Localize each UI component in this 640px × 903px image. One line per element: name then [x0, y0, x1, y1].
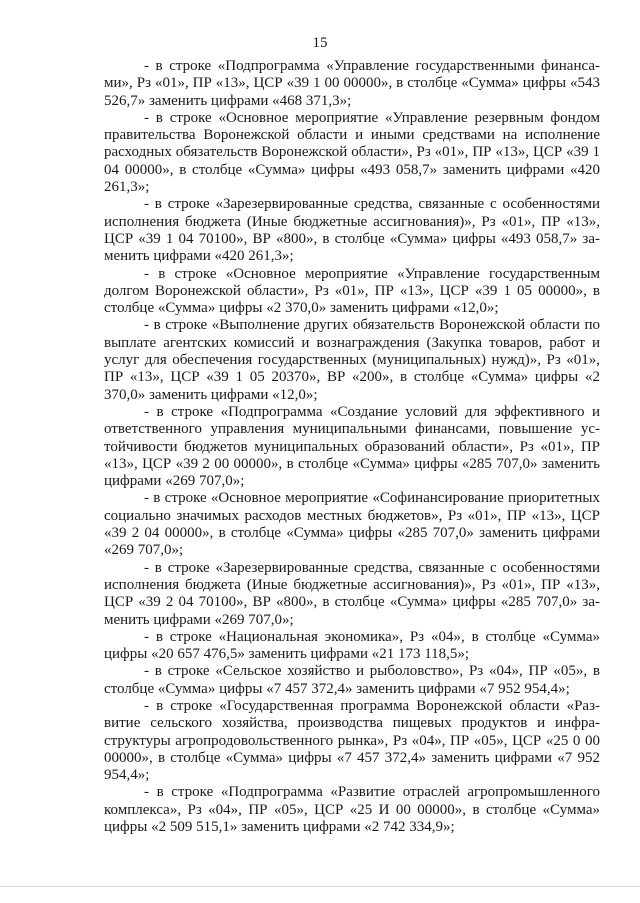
scan-edge-divider [0, 886, 640, 887]
amendment-paragraph: - в строке «Государственная программа Воронежской области «Развитие сельского хозяйства, производства пищевых продуктов и инфраструктуры агропродовольственного рынка», Рз «04», ПР «05», ЦСР «25 0 00 00000», в столбце «Сумма» цифры «7 457 372,4» заменить цифрами «7 952 954,4»; [104, 697, 600, 784]
document-body [104, 58, 600, 836]
page-number: 15 [312, 35, 328, 51]
amendment-paragraph: - в строке «Сельское хозяйство и рыболовство», Рз «04», ПР «05», в столбце «Сумма» цифры «7 457 372,4» заменить цифрами «7 952 954,4»; [104, 663, 600, 697]
amendment-paragraph: - в строке «Зарезервированные средства, связанные с особенностями исполнения бюджета (Иные бюджетные ассигнования)», Рз «01», ПР «13», ЦСР «39 2 04 70100», ВР «800», в столбце «Сумма» цифры «285 707,0» заменить цифрами «269 707,0»; [104, 559, 600, 628]
amendment-paragraph: - в строке «Зарезервированные средства, связанные с особенностями исполнения бюджета (Иные бюджетные ассигнования)», Рз «01», ПР «13», ЦСР «39 1 04 70100», ВР «800», в столбце «Сумма» цифры «493 058,7» заменить цифрами «420 261,3»; [104, 196, 600, 265]
amendment-paragraph: - в строке «Подпрограмма «Управление государственными финансами», Рз «01», ПР «13», ЦСР «39 1 00 00000», в столбце «Сумма» цифры «543 526,7» заменить цифрами «468 371,3»; [104, 58, 600, 109]
amendment-paragraph: - в строке «Национальная экономика», Рз «04», в столбце «Сумма» цифры «20 657 476,5» заменить цифрами «21 173 118,5»; [104, 628, 600, 663]
amendment-paragraph: - в строке «Подпрограмма «Создание условий для эффективного и ответственного управления муниципальными финансами, повышение устойчивости бюджетов муниципальных образований области», Рз «01», ПР «13», ЦСР «39 2 00 00000», в столбце «Сумма» цифры «285 707,0» заменить цифрами «269 707,0»; [104, 403, 600, 490]
amendment-paragraph: - в строке «Основное мероприятие «Софинансирование приоритетных социально значимых расходов местных бюджетов», Рз «01», ПР «13», ЦСР «39 2 04 00000», в столбце «Сумма» цифры «285 707,0» заменить цифрами «269 707,0»; [104, 490, 600, 559]
amendment-paragraph: - в строке «Выполнение других обязательств Воронежской области по выплате агентских комиссий и вознаграждения (Закупка товаров, работ и услуг для обеспечения государственных (муниципальных) нужд)», Рз «01», ПР «13», ЦСР «39 1 05 20370», ВР «200», в столбце «Сумма» цифры «2 370,0» заменить цифрами «12,0»; [104, 317, 600, 403]
amendment-paragraph: - в строке «Основное мероприятие «Управление государственным долгом Воронежской области», Рз «01», ПР «13», ЦСР «39 1 05 00000», в столбце «Сумма» цифры «2 370,0» заменить цифрами «12,0»; [104, 265, 600, 317]
amendment-paragraph: - в строке «Основное мероприятие «Управление резервным фондом правительства Воронежской области и иными средствами на исполнение расходных обязательств Воронежской области», Рз «01», ПР «13», ЦСР «39 1 04 00000», в столбце «Сумма» цифры «493 058,7» заменить цифрами «420 261,3»; [104, 109, 600, 196]
amendment-paragraph: - в строке «Подпрограмма «Развитие отраслей агропромышленного комплекса», Рз «04», ПР «05», ЦСР «25 И 00 00000», в столбце «Сумма» цифры «2 509 515,1» заменить цифрами «2 742 334,9»; [104, 784, 600, 836]
